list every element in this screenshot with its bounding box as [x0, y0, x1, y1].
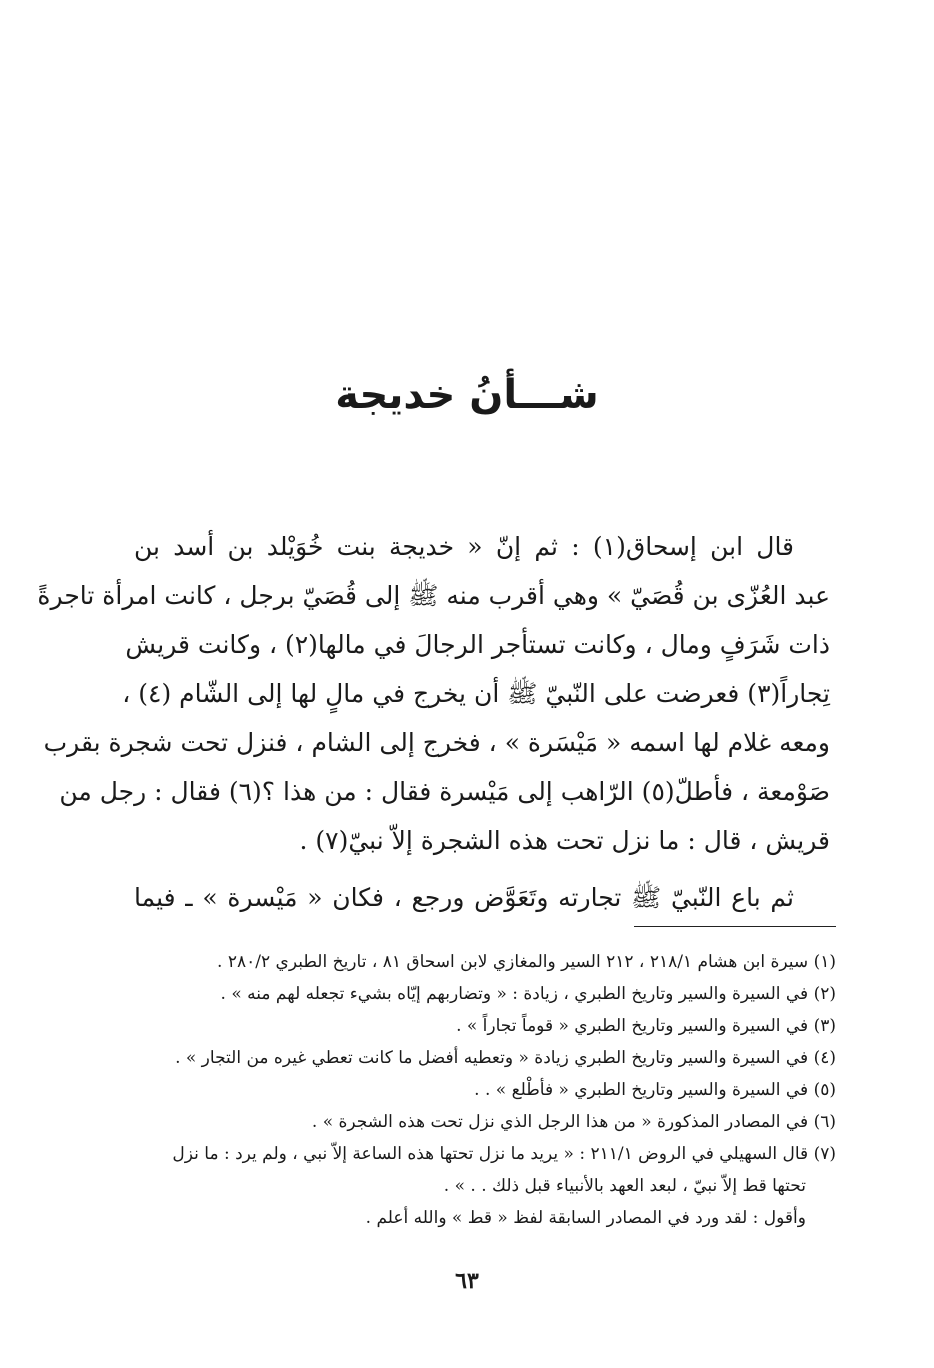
body-line: عبد العُزّى بن قُصَيّ » وهي أقرب منه ﷺ إلى قُصَيّ برجل ، كانت امرأة تاجرةً — [37, 581, 830, 610]
footnote-2: (٢) في السيرة والسير وتاريخ الطبري ، زيادة : « وتضاربهم إيّاه بشيء تجعله لهم منه » . — [220, 984, 836, 1004]
footnote-7-continued: تحتها قط إلاّ نبيّ ، لبعد العهد بالأنبياء قبل ذلك . . » . — [443, 1176, 806, 1196]
footnote-6: (٦) في المصادر المذكورة « من هذا الرجل الذي نزل تحت هذه الشجرة » . — [311, 1112, 836, 1132]
body-line: تِجاراً(٣) فعرضت على النّبيّ ﷺ أن يخرج في مالٍ لها إلى الشّام (٤) ، — [122, 679, 830, 708]
chapter-title: شـــأنُ خديجة — [335, 372, 599, 418]
footnote-3: (٣) في السيرة والسير وتاريخ الطبري « قوماً تجاراً » . — [456, 1016, 836, 1036]
body-line: قال ابن إسحاق(١) : ثم إنّ « خديجة بنت خُوَيْلد بن أسد بن — [134, 532, 795, 561]
main-text — [37, 522, 830, 922]
body-line: صَوْمعة ، فأطلّ(٥) الرّاهب إلى مَيْسرة فقال : من هذا ؟(٦) فقال : رجل من — [59, 777, 830, 806]
author-comment: وأقول : لقد ورد في المصادر السابقة لفظ « قط » والله أعلم . — [365, 1208, 806, 1228]
footnotes — [134, 946, 836, 1234]
footnote-1: (١) سيرة ابن هشام ٢١٨/١ ، ٢١٢ السير والمغازي لابن اسحاق ٨١ ، تاريخ الطبري ٢٨٠/٢ . — [217, 952, 836, 972]
body-line: قريش ، قال : ما نزل تحت هذه الشجرة إلاّ نبيّ(٧) . — [299, 826, 830, 855]
footnote-separator — [634, 926, 836, 927]
footnote-4: (٤) في السيرة والسير وتاريخ الطبري زيادة « وتعطيه أفضل ما كانت تعطي غيره من التجار » . — [175, 1048, 836, 1068]
footnote-5: (٥) في السيرة والسير وتاريخ الطبري « فأطْلع » . . — [474, 1080, 836, 1100]
footnote-7: (٧) قال السهيلي في الروض ٢١١/١ : « يريد ما نزل تحتها هذه الساعة إلاّ نبي ، ولم يرد : ما نزل — [172, 1144, 836, 1164]
body-line: ثم باع النّبيّ ﷺ تجارته وتَعَوَّض ورجع ، فكان « مَيْسرة » ـ فيما — [134, 883, 794, 912]
body-line: ومعه غلام لها اسمه « مَيْسَرة » ، فخرج إلى الشام ، فنزل تحت شجرة بقرب — [43, 728, 830, 757]
body-line: ذات شَرَفٍ ومال ، وكانت تستأجر الرجالَ في مالها(٢) ، وكانت قريش — [125, 630, 830, 659]
page-number: ٦٣ — [455, 1268, 479, 1294]
